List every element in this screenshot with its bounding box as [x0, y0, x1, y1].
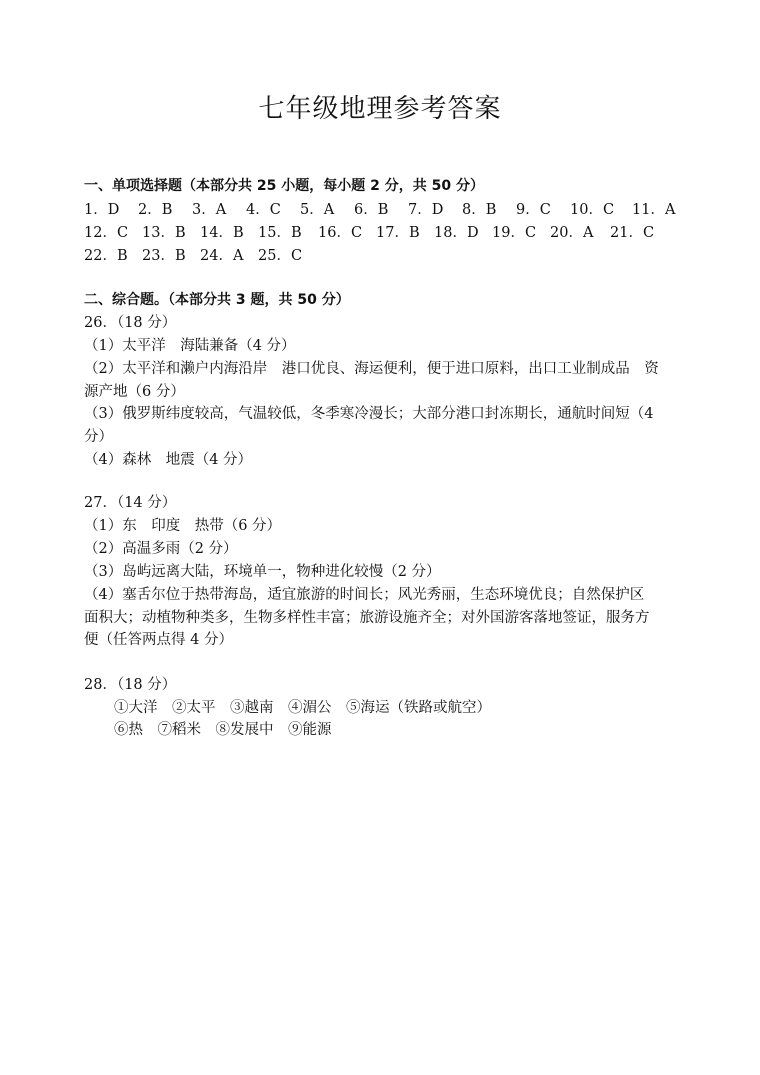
mc-answer: 8．B [462, 202, 497, 218]
answer-row [84, 200, 684, 220]
mc-answer: 4．C [246, 202, 281, 218]
mc-answer: 12．C [84, 225, 129, 241]
mc-answer: 16．C [318, 225, 363, 241]
q26-answer-2-line-2: 源产地（6 分） [84, 384, 185, 400]
q26-answer-1: （1）太平洋 海陆兼备（4 分） [84, 338, 296, 354]
mc-answers-row-1 [84, 200, 684, 220]
mc-answer: 23．B [142, 248, 186, 264]
mc-answer: 22．B [84, 248, 128, 264]
q26-answer-3-line-2: 分） [84, 429, 113, 445]
mc-answer: 14．B [200, 225, 244, 241]
mc-answer: 2．B [138, 202, 173, 218]
section2-heading: 二、综合题。（本部分共 3 题，共 50 分） [84, 292, 350, 308]
mc-answer: 9．C [516, 202, 551, 218]
mc-answer: 21．C [610, 225, 655, 241]
q27-answer-4-line-1: （4）塞舌尔位于热带海岛，适宜旅游的时间长；风光秀丽，生态环境优良；自然保护区 [84, 587, 645, 603]
mc-answer: 19．C [492, 225, 537, 241]
q28-answer-line-1: ①大洋 ②太平 ③越南 ④湄公 ⑤海运（铁路或航空） [114, 700, 491, 716]
answer-row [84, 246, 684, 266]
q26-label: 26．（18 分） [84, 315, 177, 331]
q27-answer-3: （3）岛屿远离大陆，环境单一，物种进化较慢（2 分） [84, 564, 441, 580]
mc-answers-row-3 [84, 246, 684, 266]
mc-answer: 15．B [258, 225, 302, 241]
mc-answer: 3．A [192, 202, 227, 218]
mc-answer: 1．D [84, 202, 120, 218]
page-title: 七年级地理参考答案 [258, 94, 502, 124]
q28-label: 28．（18 分） [84, 677, 177, 693]
mc-answer: 18．D [434, 225, 479, 241]
mc-answer: 24．A [200, 248, 244, 264]
q26-answer-2-line-1: （2）太平洋和濑户内海沿岸 港口优良、海运便利，便于进口原料，出口工业制成品 资 [84, 361, 659, 377]
q27-label: 27．（14 分） [84, 495, 177, 511]
mc-answer: 13．B [142, 225, 186, 241]
mc-answer: 5．A [300, 202, 335, 218]
q27-answer-1: （1）东 印度 热带（6 分） [84, 518, 282, 534]
mc-answers-row-2 [84, 223, 684, 243]
q27-answer-4-line-2: 面积大；动植物种类多，生物多样性丰富；旅游设施齐全；对外国游客落地签证，服务方 [84, 610, 650, 626]
q28-answer-line-2: ⑥热 ⑦稻米 ⑧发展中 ⑨能源 [114, 722, 332, 738]
section1-heading: 一、单项选择题（本部分共 25 小题，每小题 2 分，共 50 分） [84, 178, 484, 194]
mc-answer: 7．D [408, 202, 444, 218]
mc-answer: 11．A [632, 202, 676, 218]
mc-answer: 20．A [550, 225, 594, 241]
q26-answer-3-line-1: （3）俄罗斯纬度较高，气温较低，冬季寒冷漫长；大部分港口封冻期长，通航时间短（4 [84, 406, 654, 422]
answer-row [84, 223, 684, 243]
mc-answer: 25．C [258, 248, 303, 264]
q26-answer-4: （4）森林 地震（4 分） [84, 452, 253, 468]
mc-answer: 10．C [570, 202, 615, 218]
mc-answer: 17．B [376, 225, 420, 241]
q27-answer-2: （2）高温多雨（2 分） [84, 541, 238, 557]
mc-answer: 6．B [354, 202, 389, 218]
q27-answer-4-line-3: 便（任答两点得 4 分） [84, 632, 233, 648]
